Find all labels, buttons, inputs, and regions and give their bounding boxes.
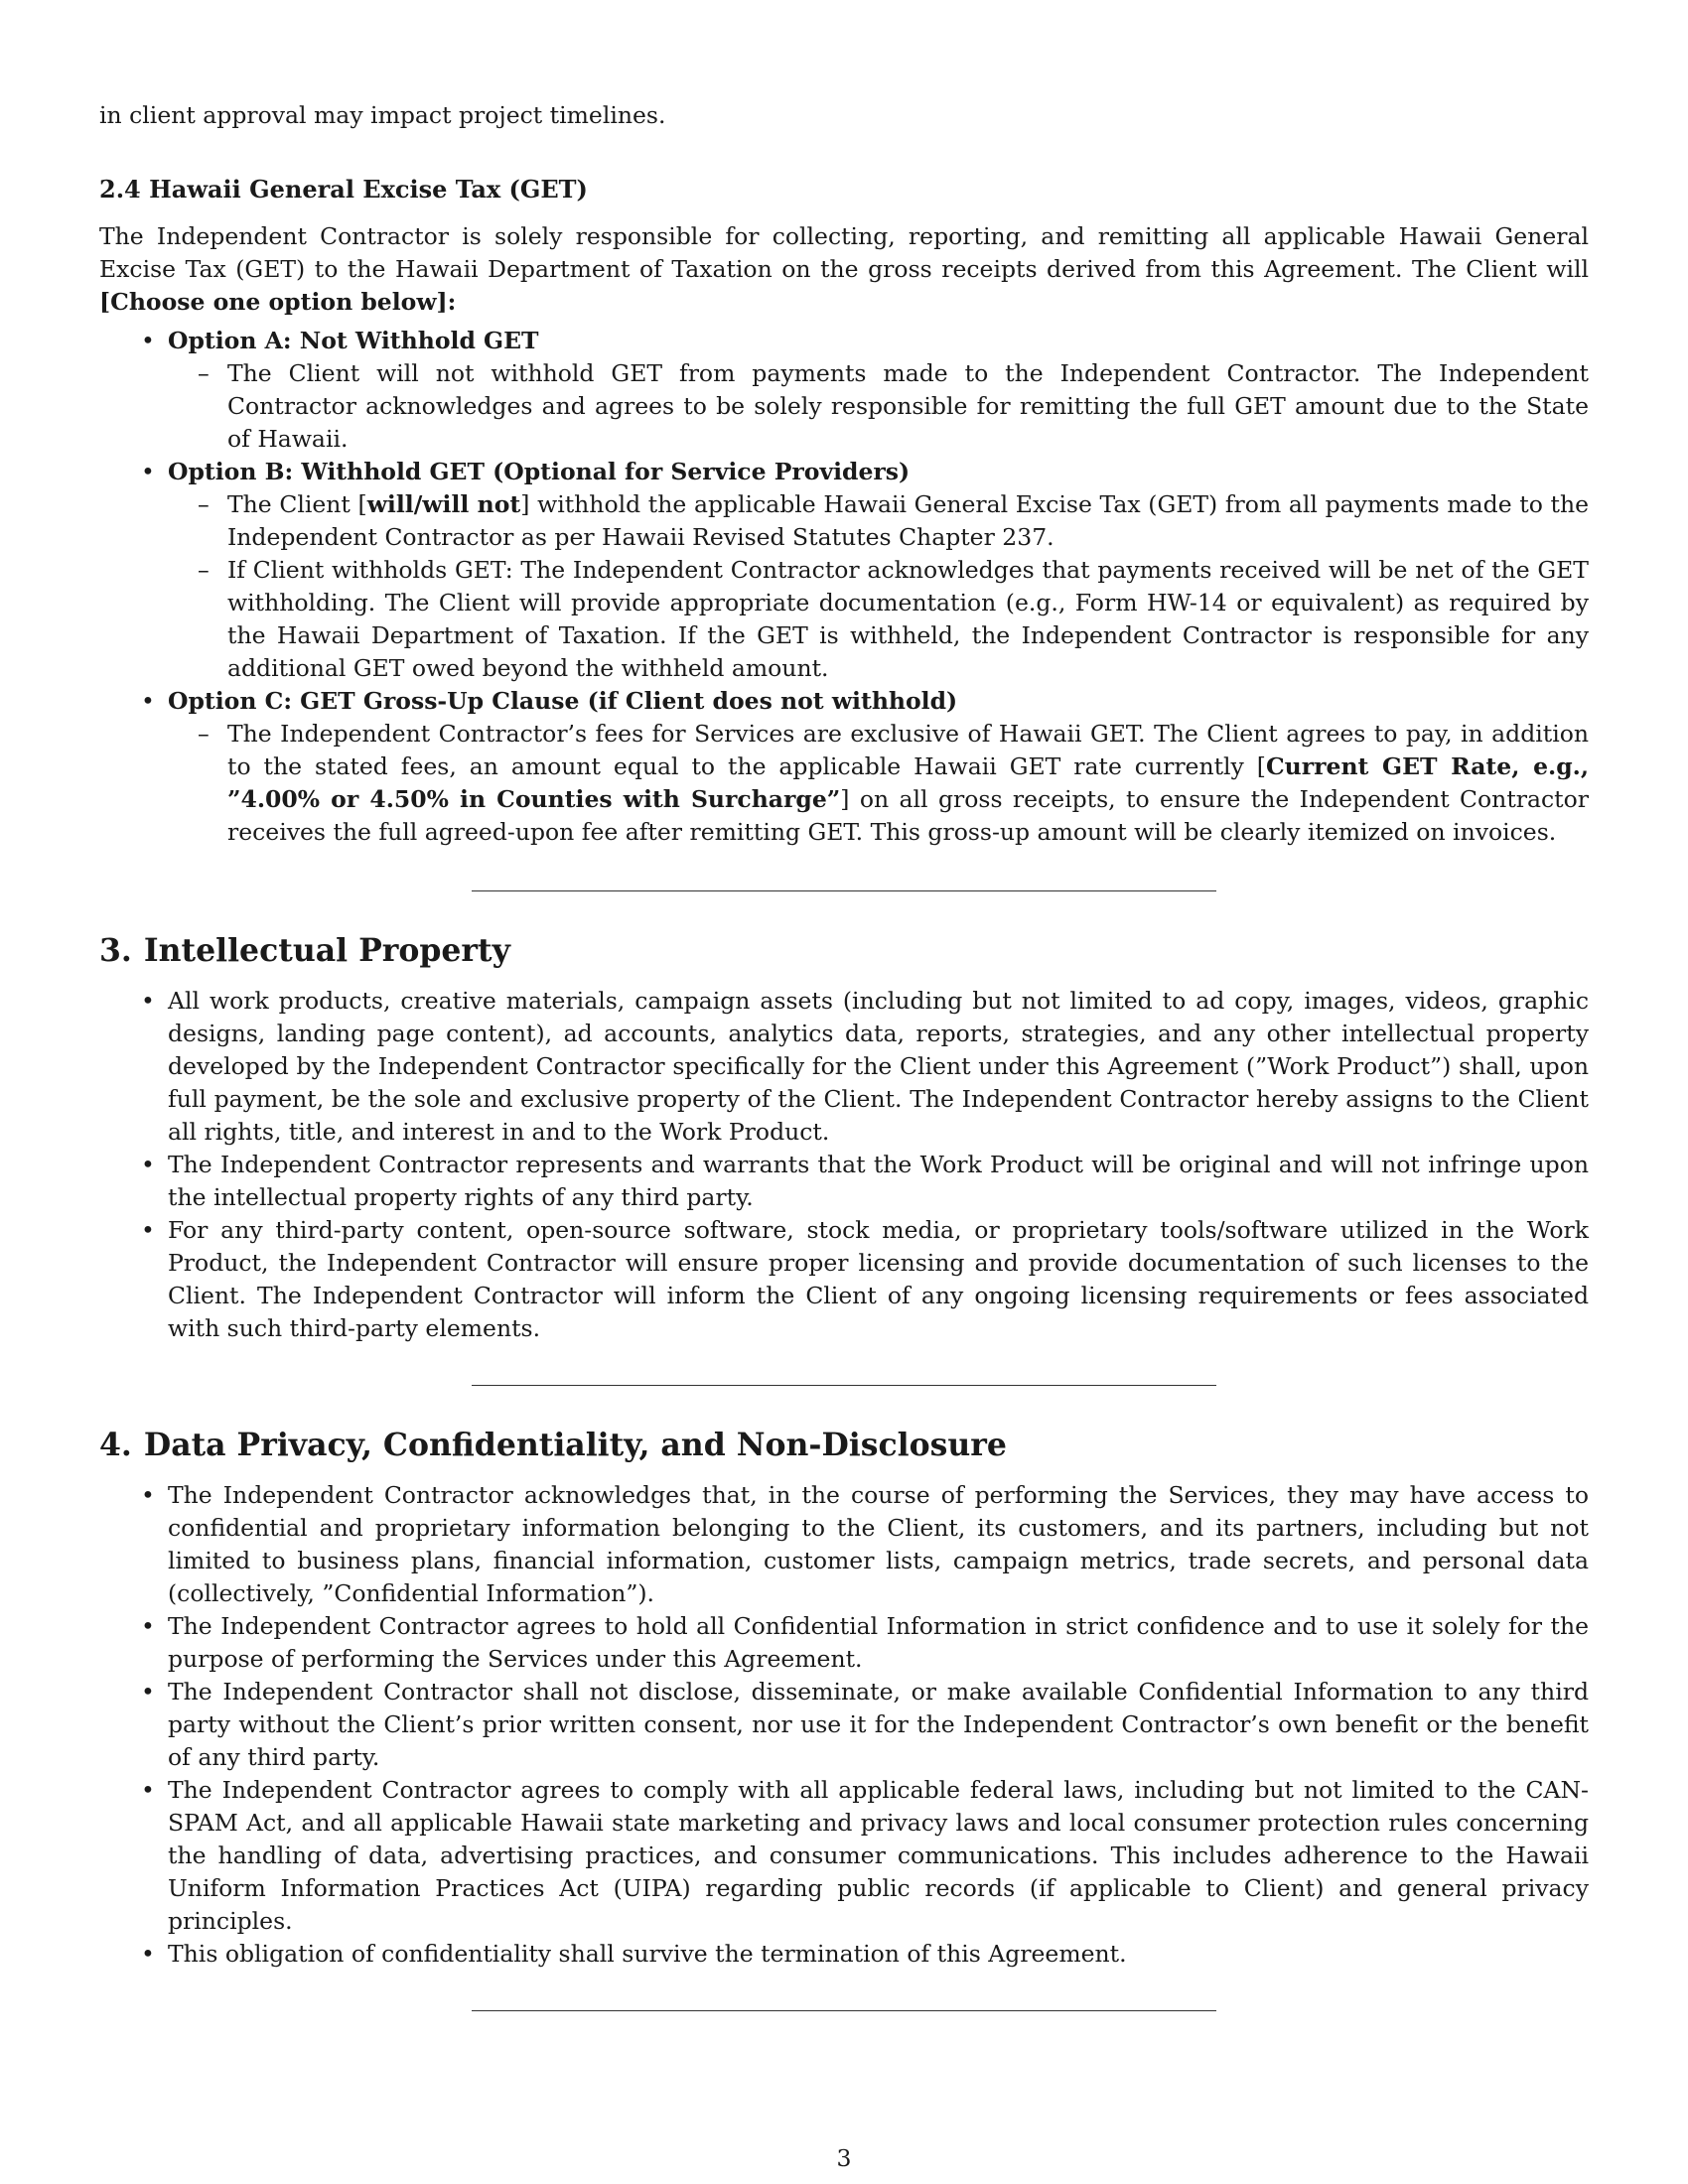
option-c-title: Option C: GET Gross-Up Clause (if Client does not withhold) bbox=[168, 687, 958, 715]
list-item: • The Independent Contractor shall not disclose, disseminate, or make available Confidential Information to any third party without the Client’s prior written consent, nor use it for the Independent Contractor’s own benefit or the benefit of any third party. bbox=[99, 1676, 1589, 1774]
option-a-sublist bbox=[168, 357, 1589, 456]
option-a-item: – The Client will not withhold GET from payments made to the Independent Contractor. The Independent Contractor acknowledges and agrees to be solely responsible for remitting the full GET amount due to the State of Hawaii. bbox=[168, 357, 1589, 456]
section-4-heading: 4. Data Privacy, Confidentiality, and Non-Disclosure bbox=[99, 1427, 1007, 1463]
option-b-title: Option B: Withhold GET (Optional for Service Providers) bbox=[168, 458, 911, 485]
section-divider bbox=[472, 2010, 1216, 2011]
option-b bbox=[99, 456, 1589, 685]
section-3-heading: 3. Intellectual Property bbox=[99, 932, 510, 969]
get-options-list bbox=[99, 325, 1589, 849]
option-b-item: – If Client withholds GET: The Independent Contractor acknowledges that payments received will be net of the GET withholding. The Client will provide appropriate documentation (e.g., Form HW-14 or equivalent) as required by the Hawaii Department of Taxation. If the GET is withheld, the Independent Contractor is responsible for any additional GET owed beyond the withheld amount. bbox=[168, 554, 1589, 685]
option-a-title: Option A: Not Withhold GET bbox=[168, 327, 539, 354]
list-item: • For any third-party content, open-source software, stock media, or proprietary tools/software utilized in the Work Product, the Independent Contractor will ensure proper licensing and provide documentation of such licenses to the Client. The Independent Contractor will inform the Client of any ongoing licensing requirements or fees associated with such third-party elements. bbox=[99, 1214, 1589, 1345]
continuation-text: in client approval may impact project timelines. bbox=[99, 101, 666, 129]
option-a bbox=[99, 325, 1589, 456]
list-item: • The Independent Contractor agrees to comply with all applicable federal laws, including but not limited to the CAN-SPAM Act, and all applicable Hawaii state marketing and privacy laws and local consumer protection rules concerning the handling of data, advertising practices, and consumer communications. This includes adherence to the Hawaii Uniform Information Practices Act (UIPA) regarding public records (if applicable to Client) and general privacy principles. bbox=[99, 1774, 1589, 1938]
section-divider bbox=[472, 890, 1216, 891]
list-item: • All work products, creative materials, campaign assets (including but not limited to ad copy, images, videos, graphic designs, landing page content), ad accounts, analytics data, reports, strategies, and any other intellectual property developed by the Independent Contractor specifically for the Client under this Agreement (”Work Product”) shall, upon full payment, be the sole and exclusive property of the Client. The Independent Contractor hereby assigns to the Client all rights, title, and interest in and to the Work Product. bbox=[99, 985, 1589, 1149]
choose-option-prompt: [Choose one option below]: bbox=[99, 288, 457, 316]
page-number: 3 bbox=[836, 2144, 852, 2172]
section-2-4-intro: The Independent Contractor is solely responsible for collecting, reporting, and remitting all applicable Hawaii General Excise Tax (GET) to the Hawaii Department of Taxation on the gross receipts derived from this Agreement. The Client will [Choose one option below]: bbox=[99, 222, 1589, 316]
list-item: • This obligation of confidentiality shall survive the termination of this Agreement. bbox=[99, 1938, 1589, 1971]
section-4-list bbox=[99, 1479, 1589, 1971]
section-divider bbox=[472, 1385, 1216, 1386]
option-c bbox=[99, 685, 1589, 849]
section-2-4-heading: 2.4 Hawaii General Excise Tax (GET) bbox=[99, 175, 588, 204]
option-b-item: – The Client [will/will not] withhold the applicable Hawaii General Excise Tax (GET) from all payments made to the Independent Contractor as per Hawaii Revised Statutes Chapter 237. bbox=[168, 488, 1589, 554]
option-c-item: – The Independent Contractor’s fees for Services are exclusive of Hawaii GET. The Client agrees to pay, in addition to the stated fees, an amount equal to the applicable Hawaii GET rate currently [Current GET Rate, e.g., ”4.00% or 4.50% in Counties with Surcharge”] on all gross receipts, to ensure the Independent Contractor receives the full agreed-upon fee after remitting GET. This gross-up amount will be clearly itemized on invoices. bbox=[168, 718, 1589, 849]
section-3-list bbox=[99, 985, 1589, 1345]
document-page bbox=[99, 99, 1589, 2011]
list-item: • The Independent Contractor agrees to hold all Confidential Information in strict confidence and to use it solely for the purpose of performing the Services under this Agreement. bbox=[99, 1610, 1589, 1676]
option-b-sublist bbox=[168, 488, 1589, 685]
list-item: • The Independent Contractor acknowledges that, in the course of performing the Services, they may have access to confidential and proprietary information belonging to the Client, its customers, and its partners, including but not limited to business plans, financial information, customer lists, campaign metrics, trade secrets, and personal data (collectively, ”Confidential Information”). bbox=[99, 1479, 1589, 1610]
list-item: • The Independent Contractor represents and warrants that the Work Product will be original and will not infringe upon the intellectual property rights of any third party. bbox=[99, 1149, 1589, 1214]
option-c-sublist bbox=[168, 718, 1589, 849]
